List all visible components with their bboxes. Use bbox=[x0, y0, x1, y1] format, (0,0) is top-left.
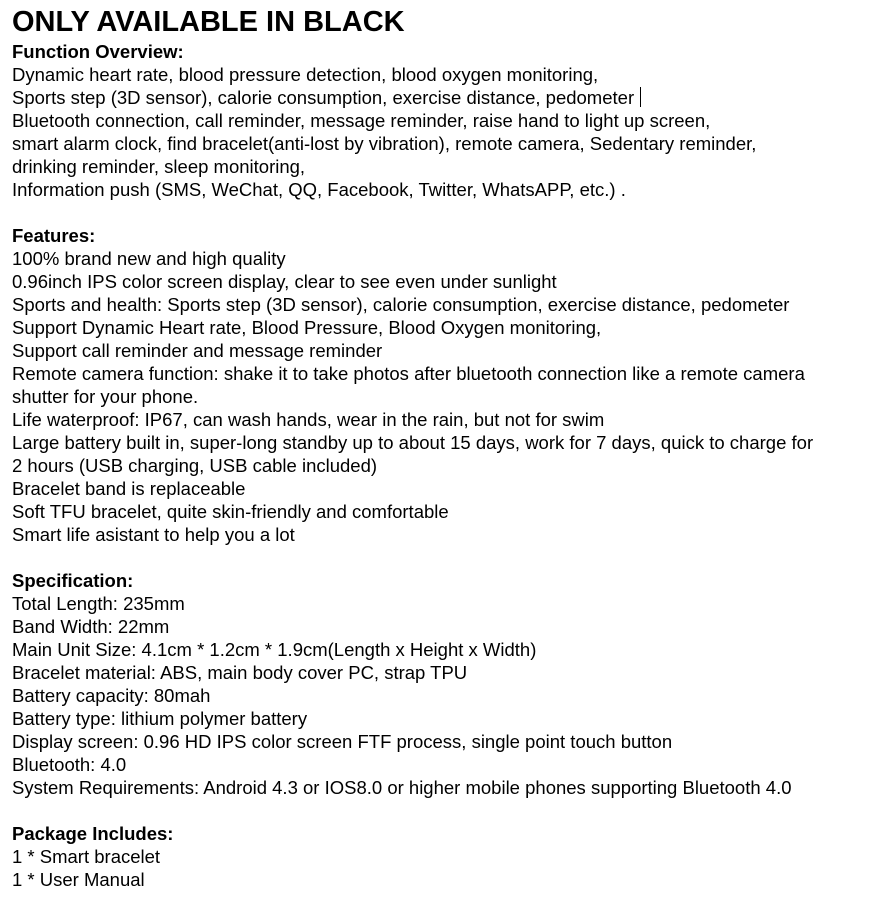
package-section bbox=[12, 822, 882, 891]
specification-section bbox=[12, 569, 882, 799]
function-overview-line: Information push (SMS, WeChat, QQ, Facebook, Twitter, WhatsAPP, etc.) . bbox=[12, 179, 626, 200]
function-overview-line: Dynamic heart rate, blood pressure detection, blood oxygen monitoring, bbox=[12, 64, 599, 85]
feature-line: Soft TFU bracelet, quite skin-friendly and comfortable bbox=[12, 501, 449, 522]
spacer bbox=[12, 201, 882, 224]
product-description bbox=[12, 4, 882, 891]
function-overview-line bbox=[12, 86, 882, 109]
feature-line: 0.96inch IPS color screen display, clear to see even under sunlight bbox=[12, 271, 557, 292]
feature-line: Support Dynamic Heart rate, Blood Pressure, Blood Oxygen monitoring, bbox=[12, 317, 602, 338]
spacer bbox=[12, 546, 882, 569]
function-overview-line: drinking reminder, sleep monitoring, bbox=[12, 156, 306, 177]
function-overview-heading: Function Overview: bbox=[12, 41, 184, 62]
feature-line: 100% brand new and high quality bbox=[12, 248, 286, 269]
package-heading: Package Includes: bbox=[12, 823, 174, 844]
specification-line: Bluetooth: 4.0 bbox=[12, 754, 127, 775]
function-overview-line-text: Sports step (3D sensor), calorie consumption, exercise distance, pedometer bbox=[12, 87, 635, 108]
features-section bbox=[12, 224, 882, 546]
spacer bbox=[12, 799, 882, 822]
feature-line: Support call reminder and message reminder bbox=[12, 340, 383, 361]
specification-line: Battery type: lithium polymer battery bbox=[12, 708, 308, 729]
specification-line: Band Width: 22mm bbox=[12, 616, 170, 637]
specification-line: Bracelet material: ABS, main body cover PC, strap TPU bbox=[12, 662, 468, 683]
specification-heading: Specification: bbox=[12, 570, 134, 591]
function-overview-line: smart alarm clock, find bracelet(anti-lost by vibration), remote camera, Sedentary reminder, bbox=[12, 133, 757, 154]
feature-line: Remote camera function: shake it to take photos after bluetooth connection like a remote camera bbox=[12, 363, 805, 384]
feature-line: Bracelet band is replaceable bbox=[12, 478, 246, 499]
package-line: 1 * User Manual bbox=[12, 869, 145, 890]
specification-line: Main Unit Size: 4.1cm * 1.2cm * 1.9cm(Length x Height x Width) bbox=[12, 639, 537, 660]
feature-line: 2 hours (USB charging, USB cable included) bbox=[12, 455, 378, 476]
feature-line: Large battery built in, super-long standby up to about 15 days, work for 7 days, quick to charge for bbox=[12, 432, 814, 453]
specification-line: Battery capacity: 80mah bbox=[12, 685, 211, 706]
feature-line: shutter for your phone. bbox=[12, 386, 199, 407]
features-heading: Features: bbox=[12, 225, 96, 246]
function-overview-section bbox=[12, 40, 882, 201]
feature-line: Sports and health: Sports step (3D sensor), calorie consumption, exercise distance, pedometer bbox=[12, 294, 790, 315]
specification-line: System Requirements: Android 4.3 or IOS8.0 or higher mobile phones supporting Bluetooth 4.0 bbox=[12, 777, 792, 798]
feature-line: Smart life asistant to help you a lot bbox=[12, 524, 295, 545]
specification-line: Display screen: 0.96 HD IPS color screen FTF process, single point touch button bbox=[12, 731, 673, 752]
feature-line: Life waterproof: IP67, can wash hands, wear in the rain, but not for swim bbox=[12, 409, 605, 430]
text-cursor bbox=[640, 87, 641, 107]
page-title: ONLY AVAILABLE IN BLACK bbox=[12, 6, 405, 38]
function-overview-line: Bluetooth connection, call reminder, message reminder, raise hand to light up screen, bbox=[12, 110, 711, 131]
package-line: 1 * Smart bracelet bbox=[12, 846, 161, 867]
specification-line: Total Length: 235mm bbox=[12, 593, 185, 614]
